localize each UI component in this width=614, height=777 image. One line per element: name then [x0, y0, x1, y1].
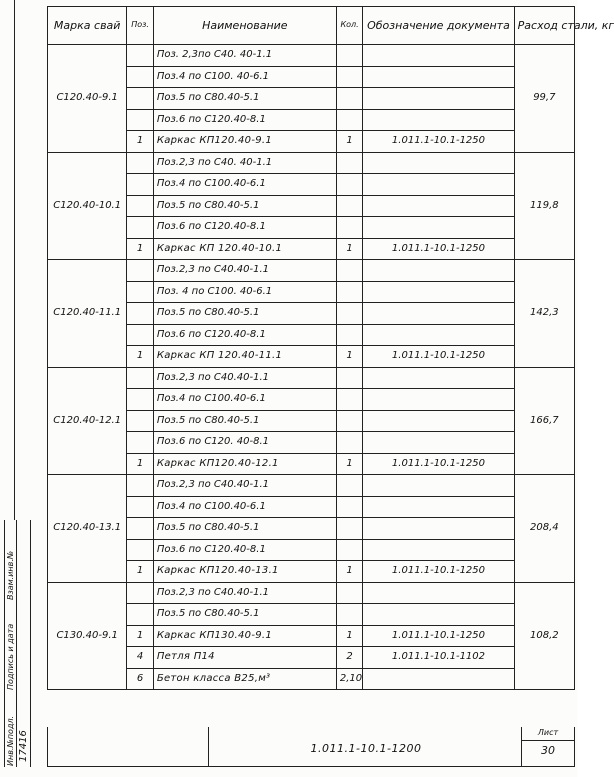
inv-number: 17416 — [18, 730, 29, 762]
sheet-number-box — [521, 727, 574, 766]
document-cell — [363, 174, 514, 196]
item-name-cell: Поз.4 по С100.40-6.1 — [153, 389, 336, 411]
table-row — [48, 604, 575, 626]
table-row — [48, 195, 575, 217]
item-name-cell: Поз.5 по С80.40-5.1 — [153, 518, 336, 540]
document-cell: 1.011.1-10.1-1250 — [363, 453, 514, 475]
quantity-cell — [336, 539, 362, 561]
quantity-cell: 1 — [336, 238, 362, 260]
item-name-cell: Каркас КП120.40-13.1 — [153, 561, 336, 583]
quantity-cell: 1 — [336, 346, 362, 368]
item-name-cell: Поз.6 по С120.40-8.1 — [153, 217, 336, 239]
table-row — [48, 346, 575, 368]
position-cell — [127, 432, 153, 454]
pile-mark: С120.40-10.1 — [48, 152, 127, 260]
position-cell — [127, 582, 153, 604]
document-cell: 1.011.1-10.1-1250 — [363, 131, 514, 153]
quantity-cell — [336, 496, 362, 518]
quantity-cell — [336, 66, 362, 88]
table-row — [48, 152, 575, 174]
table-row — [48, 174, 575, 196]
item-name-cell: Поз. 2,3по С40. 40-1.1 — [153, 45, 336, 67]
document-cell — [363, 195, 514, 217]
table-row — [48, 410, 575, 432]
table-row — [48, 496, 575, 518]
document-cell — [363, 539, 514, 561]
item-name-cell: Бетон класса В25,м³ — [153, 668, 336, 690]
document-cell — [363, 432, 514, 454]
table-row — [48, 647, 575, 669]
table-row — [48, 668, 575, 690]
pile-mark: С120.40-13.1 — [48, 475, 127, 583]
position-cell — [127, 152, 153, 174]
position-cell: 1 — [127, 625, 153, 647]
inv-label: Инв.№подл. — [6, 715, 15, 766]
table-row — [48, 303, 575, 325]
position-cell — [127, 410, 153, 432]
table-row — [48, 367, 575, 389]
document-cell — [363, 281, 514, 303]
quantity-cell — [336, 174, 362, 196]
quantity-cell — [336, 88, 362, 110]
position-cell — [127, 475, 153, 497]
table-row — [48, 88, 575, 110]
position-cell: 1 — [127, 453, 153, 475]
quantity-cell — [336, 109, 362, 131]
document-cell — [363, 324, 514, 346]
sheet-number: 30 — [541, 744, 555, 757]
item-name-cell: Поз.6 по С120.40-8.1 — [153, 324, 336, 346]
quantity-cell — [336, 260, 362, 282]
steel-consumption: 99,7 — [514, 45, 574, 153]
item-name-cell: Поз.4 по С100.40-6.1 — [153, 496, 336, 518]
item-name-cell: Поз.5 по С80.40-5.1 — [153, 410, 336, 432]
item-name-cell: Поз.2,3 по С40.40-1.1 — [153, 260, 336, 282]
quantity-cell: 1 — [336, 561, 362, 583]
item-name-cell: Поз.4 по С100.40-6.1 — [153, 174, 336, 196]
table-row — [48, 260, 575, 282]
item-name-cell: Петля П14 — [153, 647, 336, 669]
position-cell: 1 — [127, 238, 153, 260]
item-name-cell: Каркас КП120.40-9.1 — [153, 131, 336, 153]
header-name: Наименование — [153, 7, 336, 45]
document-cell — [363, 389, 514, 411]
item-name-cell: Поз.4 по С100. 40-6.1 — [153, 66, 336, 88]
document-cell — [363, 496, 514, 518]
specification-body — [48, 45, 575, 690]
header-mark: Марка свай — [48, 7, 127, 45]
quantity-cell — [336, 432, 362, 454]
signature-label: Подпись и дата — [6, 623, 15, 690]
position-cell — [127, 496, 153, 518]
document-cell — [363, 518, 514, 540]
quantity-cell — [336, 303, 362, 325]
quantity-cell: 1 — [336, 453, 362, 475]
item-name-cell: Каркас КП 120.40-10.1 — [153, 238, 336, 260]
document-cell — [363, 367, 514, 389]
steel-consumption: 142,3 — [514, 260, 574, 368]
quantity-cell — [336, 582, 362, 604]
position-cell — [127, 217, 153, 239]
quantity-cell — [336, 410, 362, 432]
position-cell — [127, 518, 153, 540]
position-cell: 4 — [127, 647, 153, 669]
steel-consumption: 166,7 — [514, 367, 574, 475]
quantity-cell — [336, 324, 362, 346]
quantity-cell: 1 — [336, 625, 362, 647]
steel-consumption: 208,4 — [514, 475, 574, 583]
position-cell — [127, 88, 153, 110]
document-cell — [363, 45, 514, 67]
sheet-left-border — [14, 0, 15, 520]
quantity-cell — [336, 152, 362, 174]
table-row — [48, 389, 575, 411]
position-cell: 6 — [127, 668, 153, 690]
item-name-cell: Поз.5 по С80.40-5.1 — [153, 88, 336, 110]
position-cell — [127, 324, 153, 346]
pile-mark: С120.40-12.1 — [48, 367, 127, 475]
table-row — [48, 475, 575, 497]
quantity-cell: 2 — [336, 647, 362, 669]
left-margin-stamp — [4, 520, 45, 767]
table-row — [48, 109, 575, 131]
document-cell — [363, 88, 514, 110]
position-cell: 1 — [127, 131, 153, 153]
item-name-cell: Каркас КП120.40-12.1 — [153, 453, 336, 475]
document-code: 1.011.1-10.1-1200 — [310, 742, 422, 755]
position-cell — [127, 174, 153, 196]
header-steel: Расход стали, кг — [514, 7, 574, 45]
position-cell — [127, 260, 153, 282]
position-cell — [127, 539, 153, 561]
item-name-cell: Поз.5 по С80.40-5.1 — [153, 303, 336, 325]
quantity-cell — [336, 367, 362, 389]
quantity-cell — [336, 475, 362, 497]
quantity-cell — [336, 45, 362, 67]
quantity-cell: 2,10 — [336, 668, 362, 690]
item-name-cell: Каркас КП130.40-9.1 — [153, 625, 336, 647]
table-row — [48, 238, 575, 260]
table-header-row — [48, 7, 575, 45]
position-cell: 1 — [127, 561, 153, 583]
table-row — [48, 217, 575, 239]
table-row — [48, 625, 575, 647]
position-cell — [127, 66, 153, 88]
table-row — [48, 432, 575, 454]
position-cell — [127, 604, 153, 626]
document-cell — [363, 582, 514, 604]
table-row — [48, 45, 575, 67]
quantity-cell — [336, 389, 362, 411]
header-doc: Обозначение документа — [363, 7, 514, 45]
quantity-cell — [336, 604, 362, 626]
table-row — [48, 281, 575, 303]
position-cell — [127, 303, 153, 325]
document-cell — [363, 668, 514, 690]
document-cell — [363, 217, 514, 239]
document-cell: 1.011.1-10.1-1250 — [363, 561, 514, 583]
item-name-cell: Поз. 4 по С100. 40-6.1 — [153, 281, 336, 303]
position-cell — [127, 195, 153, 217]
table-row — [48, 66, 575, 88]
steel-consumption: 119,8 — [514, 152, 574, 260]
position-cell: 1 — [127, 346, 153, 368]
sheet-label: Лист — [522, 728, 574, 741]
position-cell — [127, 389, 153, 411]
quantity-cell — [336, 217, 362, 239]
item-name-cell: Каркас КП 120.40-11.1 — [153, 346, 336, 368]
document-cell — [363, 303, 514, 325]
document-cell — [363, 604, 514, 626]
item-name-cell: Поз.6 по С120.40-8.1 — [153, 109, 336, 131]
item-name-cell: Поз.6 по С120. 40-8.1 — [153, 432, 336, 454]
item-name-cell: Поз.2,3 по С40.40-1.1 — [153, 367, 336, 389]
item-name-cell: Поз.5 по С80.40-5.1 — [153, 604, 336, 626]
pile-mark: С130.40-9.1 — [48, 582, 127, 690]
item-name-cell: Поз.2,3 по С40.40-1.1 — [153, 582, 336, 604]
table-row — [48, 131, 575, 153]
document-cell: 1.011.1-10.1-1250 — [363, 238, 514, 260]
document-code-box — [208, 727, 523, 766]
specification-table — [47, 6, 614, 690]
quantity-cell — [336, 195, 362, 217]
document-cell: 1.011.1-10.1-1250 — [363, 346, 514, 368]
table-row — [48, 561, 575, 583]
position-cell — [127, 367, 153, 389]
document-cell — [363, 260, 514, 282]
position-cell — [127, 281, 153, 303]
table-row — [48, 582, 575, 604]
table-row — [48, 453, 575, 475]
item-name-cell: Поз.2,3 по С40.40-1.1 — [153, 475, 336, 497]
replacement-label: Взам.инв.№ — [6, 550, 15, 600]
header-qty: Кол. — [336, 7, 362, 45]
item-name-cell: Поз.6 по С120.40-8.1 — [153, 539, 336, 561]
position-cell — [127, 45, 153, 67]
header-pos: Поз. — [127, 7, 153, 45]
document-cell: 1.011.1-10.1-1250 — [363, 625, 514, 647]
table-row — [48, 518, 575, 540]
table-row — [48, 539, 575, 561]
position-cell — [127, 109, 153, 131]
document-cell — [363, 152, 514, 174]
quantity-cell — [336, 518, 362, 540]
item-name-cell: Поз.2,3 по С40. 40-1.1 — [153, 152, 336, 174]
document-cell — [363, 66, 514, 88]
quantity-cell: 1 — [336, 131, 362, 153]
title-block — [47, 727, 575, 767]
item-name-cell: Поз.5 по С80.40-5.1 — [153, 195, 336, 217]
table-row — [48, 324, 575, 346]
steel-consumption: 108,2 — [514, 582, 574, 690]
document-cell — [363, 109, 514, 131]
document-cell — [363, 410, 514, 432]
pile-mark: С120.40-11.1 — [48, 260, 127, 368]
document-cell — [363, 475, 514, 497]
document-cell: 1.011.1-10.1-1102 — [363, 647, 514, 669]
pile-mark: С120.40-9.1 — [48, 45, 127, 153]
quantity-cell — [336, 281, 362, 303]
